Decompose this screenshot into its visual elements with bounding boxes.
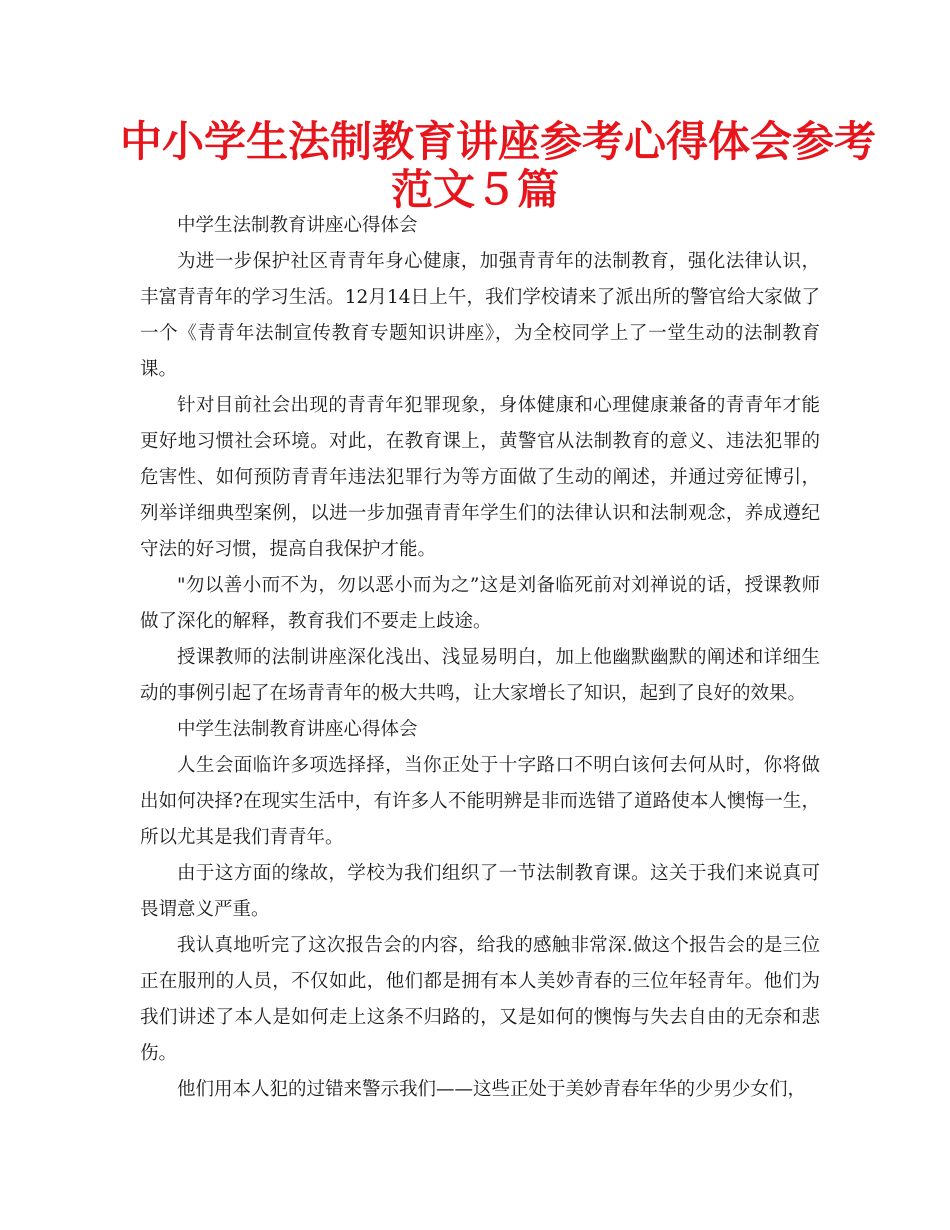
section-heading: 中学生法制教育讲座心得体会 (177, 215, 418, 236)
page-title (120, 117, 877, 214)
paragraph: 他们用本人犯的过错来警示我们——这些正处于美妙青春年华的少男少女们， (177, 1079, 807, 1100)
document-body (140, 208, 820, 1108)
paragraph: 为进一步保护社区青青年身心健康，加强青青年的法制教育，强化法律认识，丰富青青年的学习生活。12月14日上午，我们学校请来了派出所的警官给大家做了一个《青青年法制宣传教育专题知识讲座》，为全校同学上了一堂生动的法制教育课。 (140, 251, 820, 380)
paragraph: 我认真地听完了这次报告会的内容，给我的感触非常深.做这个报告会的是三位正在服刑的人员，不仅如此，他们都是拥有本人美妙青春的三位年轻青年。他们为我们讲述了本人是如何走上这条不归路的，又是如何的懊悔与失去自由的无奈和悲伤。 (140, 935, 820, 1064)
paragraph: 针对目前社会出现的青青年犯罪现象，身体健康和心理健康兼备的青青年才能更好地习惯社会环境。对此，在教育课上，黄警官从法制教育的意义、违法犯罪的危害性、如何预防青青年违法犯罪行为等方面做了生动的阐述，并通过旁征博引，列举详细典型案例，以进一步加强青青年学生们的法律认识和法制观念，养成遵纪守法的好习惯，提高自我保护才能。 (140, 395, 820, 560)
paragraph: 授课教师的法制讲座深化浅出、浅显易明白，加上他幽默幽默的阐述和详细生动的事例引起了在场青青年的极大共鸣，让大家增长了知识，起到了良好的效果。 (140, 647, 820, 704)
section-heading: 中学生法制教育讲座心得体会 (177, 719, 418, 740)
title-line-2: 范文５篇 (390, 165, 559, 214)
paragraph: 由于这方面的缘故，学校为我们组织了一节法制教育课。这关于我们来说真可畏谓意义严重。 (140, 863, 820, 920)
paragraph: "勿以善小而不为，勿以恶小而为之”这是刘备临死前对刘禅说的话，授课教师做了深化的解释，教育我们不要走上歧途。 (140, 575, 820, 632)
title-line-1: 中小学生法制教育讲座参考心得体会参考 (120, 117, 877, 166)
paragraph: 人生会面临许多项选择择，当你正处于十字路口不明白该何去何从时，你将做出如何决择?在现实生活中，有许多人不能明辨是非而选错了道路使本人懊悔一生，所以尤其是我们青青年。 (140, 755, 820, 848)
